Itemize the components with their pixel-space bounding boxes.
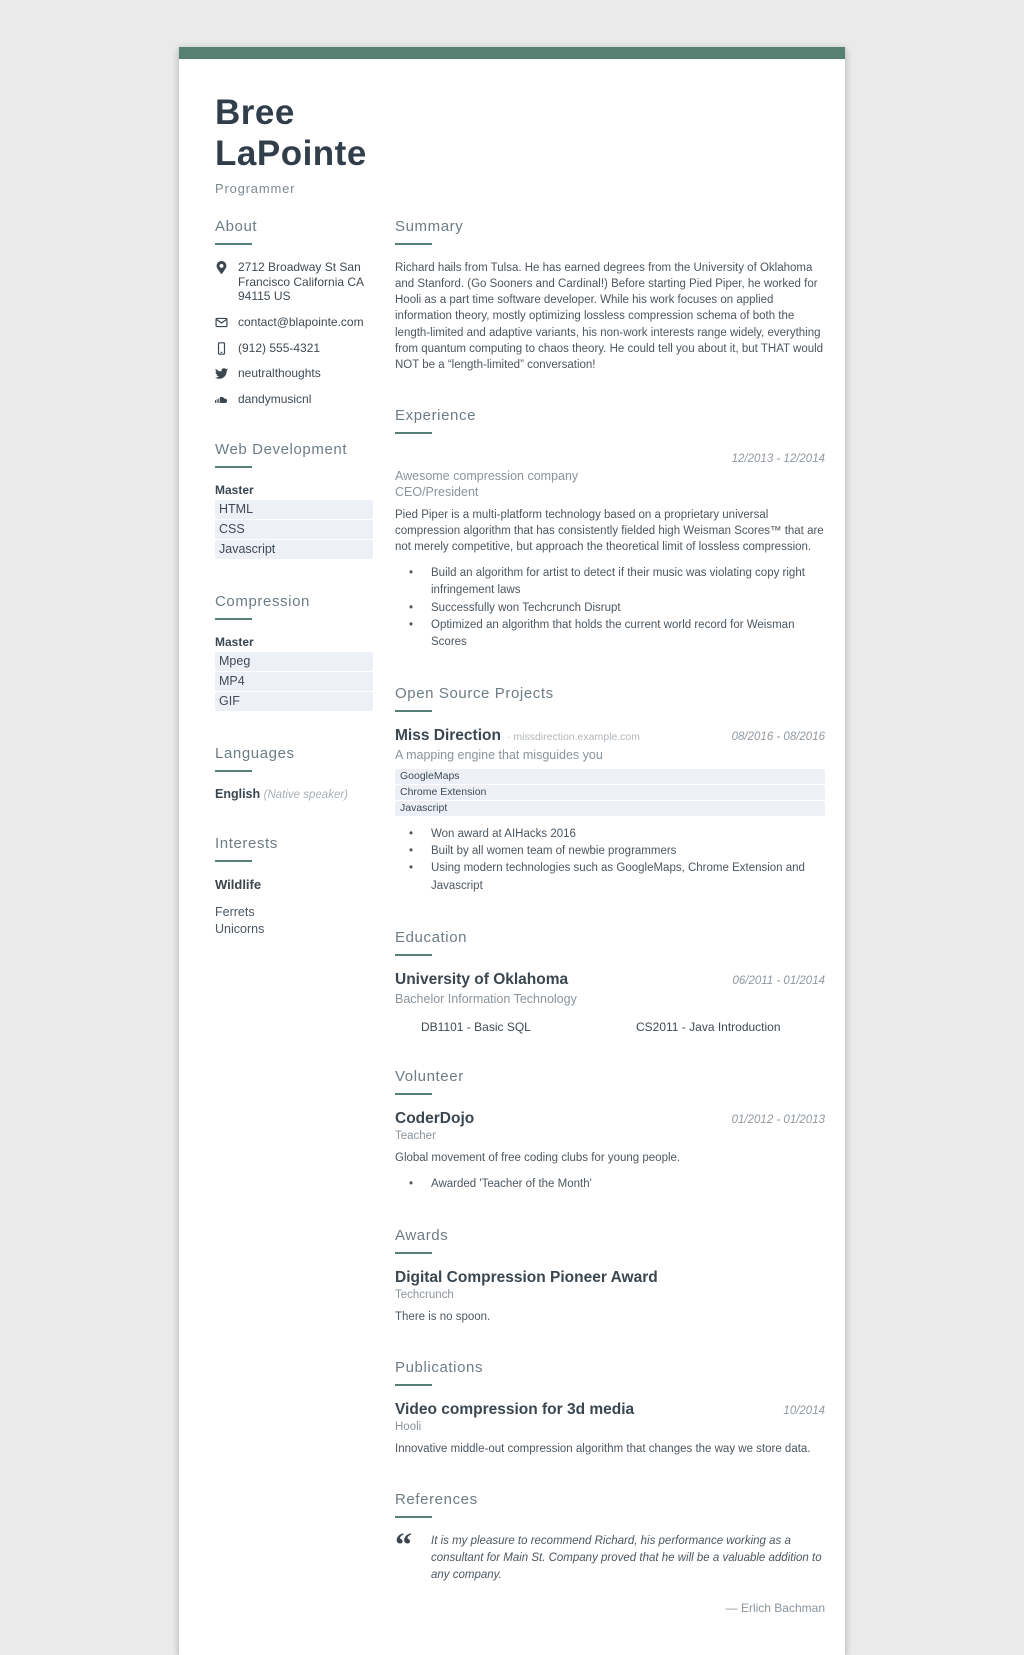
skill-item: CSS — [215, 520, 373, 539]
experience-company: Awesome compression company — [395, 468, 579, 483]
skill-item: GIF — [215, 692, 373, 711]
soundcloud-icon — [215, 392, 238, 407]
phone-text: (912) 555-4321 — [238, 340, 321, 355]
about-heading: About — [215, 218, 373, 245]
education-degree: Bachelor Information Technology — [395, 991, 577, 1006]
twitter-bird-icon — [215, 366, 238, 381]
project-tag: Javascript — [395, 801, 825, 816]
experience-heading: Experience — [395, 407, 825, 434]
publication-description: Innovative middle-out compression algorithm that changes the way we store data. — [395, 1443, 811, 1456]
experience-position: CEO/President — [395, 485, 479, 500]
person-name — [215, 93, 825, 174]
reference-quote-block — [395, 1527, 825, 1584]
skills-webdev-heading: Web Development — [215, 441, 373, 468]
soundcloud-handle-text: dandymusicnl — [238, 391, 312, 406]
skill-item: HTML — [215, 500, 373, 519]
envelope-icon — [215, 315, 238, 330]
volunteer-highlights — [395, 1176, 825, 1193]
highlight-item: • Build an algorithm for artist to detect if their music was violating copy right infringement laws — [395, 565, 825, 600]
bullet-dot-icon — [395, 1176, 431, 1193]
language-name: English — [215, 786, 261, 801]
interests-heading: Interests — [215, 835, 373, 862]
resume-document — [179, 47, 845, 1655]
resume-header — [215, 59, 825, 196]
skill-item: MP4 — [215, 672, 373, 691]
awards-heading: Awards — [395, 1227, 825, 1254]
publication-publisher: Hooli — [395, 1421, 422, 1434]
publication-title: Video compression for 3d media — [395, 1401, 635, 1419]
skill-item: Javascript — [215, 540, 373, 559]
highlight-item: • Won award at AIHacks 2016 — [395, 826, 825, 843]
education-date-range: 06/2011 - 01/2014 — [732, 974, 825, 987]
publication-date: 10/2014 — [783, 1405, 825, 1418]
education-heading: Education — [395, 929, 825, 956]
about-twitter-row — [215, 366, 373, 381]
project-tag: GoogleMaps — [395, 769, 825, 784]
email-text: contact@blapointe.com — [238, 315, 364, 330]
experience-date-range: 12/2013 - 12/2014 — [731, 452, 825, 465]
references-heading: References — [395, 1491, 825, 1518]
bullet-dot-icon — [395, 843, 431, 860]
highlight-item: • Awarded 'Teacher of the Month' — [395, 1176, 825, 1193]
volunteer-heading: Volunteer — [395, 1068, 825, 1095]
language-entry — [215, 787, 373, 801]
projects-heading: Open Source Projects — [395, 685, 825, 712]
bullet-dot-icon — [395, 617, 431, 652]
highlight-item: • Built by all women team of newbie programmers — [395, 843, 825, 860]
skills-compression-heading: Compression — [215, 593, 373, 620]
about-soundcloud-row — [215, 392, 373, 407]
twitter-handle-text: neutralthoughts — [238, 366, 321, 381]
project-tag: Chrome Extension — [395, 785, 825, 800]
main-column — [395, 196, 825, 1615]
map-pin-icon — [215, 260, 238, 304]
publications-heading: Publications — [395, 1359, 825, 1386]
address-text: 2712 Broadway St San Francisco California CA 94115 US — [238, 260, 364, 304]
about-email-row — [215, 315, 373, 330]
interest-name: Wildlife — [215, 876, 262, 892]
skill-level-label: Master — [215, 482, 254, 497]
course-item: DB1101 - Basic SQL — [421, 1020, 531, 1035]
person-first-name: Bree — [215, 93, 295, 132]
skill-level-label: Master — [215, 634, 254, 649]
experience-highlights — [395, 565, 825, 651]
award-title: Digital Compression Pioneer Award — [395, 1268, 658, 1286]
bullet-dot-icon — [395, 860, 431, 895]
project-date-range: 08/2016 - 08/2016 — [731, 731, 825, 744]
bullet-dot-icon — [395, 826, 431, 843]
volunteer-date-range: 01/2012 - 01/2013 — [731, 1114, 825, 1127]
project-title: Miss Direction — [395, 727, 501, 745]
interest-keyword: Ferrets — [215, 904, 255, 919]
interest-keyword: Unicorns — [215, 922, 265, 937]
award-awarder: Techcrunch — [395, 1288, 454, 1301]
quote-icon: “ — [395, 1527, 410, 1565]
language-fluency: (Native speaker) — [263, 788, 349, 801]
person-last-name: LaPointe — [215, 133, 367, 173]
course-item: CS2011 - Java Introduction — [636, 1020, 781, 1035]
volunteer-description: Global movement of free coding clubs for young people. — [395, 1151, 681, 1164]
education-courses — [395, 1020, 825, 1034]
skill-item: Mpeg — [215, 652, 373, 671]
project-url: · missdirection.example.com — [507, 731, 640, 743]
bullet-dot-icon — [395, 565, 431, 600]
mobile-phone-icon — [215, 341, 238, 356]
award-description: There is no spoon. — [395, 1311, 491, 1324]
volunteer-position: Teacher — [395, 1130, 436, 1143]
volunteer-organization: CoderDojo — [395, 1110, 475, 1128]
project-subtitle: A mapping engine that misguides you — [395, 748, 603, 763]
reference-attribution: — Erlich Bachman — [725, 1601, 825, 1616]
accent-top-bar — [179, 47, 845, 59]
highlight-item: • Successfully won Techcrunch Disrupt — [395, 600, 825, 617]
sidebar — [215, 196, 373, 938]
highlight-item: • Optimized an algorithm that holds the current world record for Weisman Scores — [395, 617, 825, 652]
about-address-row — [215, 260, 373, 304]
reference-quote-text: It is my pleasure to recommend Richard, his performance working as a consultant for Main St. Company proved that he will be a valuable addition to any company. — [431, 1535, 822, 1582]
bullet-dot-icon — [395, 600, 431, 617]
education-school: University of Oklahoma — [395, 970, 569, 988]
languages-heading: Languages — [215, 745, 373, 772]
about-phone-row — [215, 341, 373, 356]
person-role: Programmer — [215, 181, 296, 197]
project-highlights — [395, 826, 825, 895]
experience-description: Pied Piper is a multi-platform technology based on a proprietary universal compression algorithm that has consistently fielded high Weisman Scores™ that are not merely competitive, but approach the theoretical limit of lossless compression. — [395, 508, 824, 554]
highlight-item: • Using modern technologies such as GoogleMaps, Chrome Extension and Javascript — [395, 860, 825, 895]
summary-heading: Summary — [395, 218, 825, 245]
summary-text: Richard hails from Tulsa. He has earned degrees from the University of Oklahoma and Stanford. (Go Sooners and Cardinal!) Before starting Pied Piper, he worked for Hooli as a part time software developer. While his work focuses on applied information theory, mostly optimizing lossless compression schema of both the length-limited and adaptive variants, his non-work interests range widely, everything from quantum computing to chaos theory. He could tell you about it, but THAT would NOT be a “length-limited” conversation! — [395, 262, 824, 371]
